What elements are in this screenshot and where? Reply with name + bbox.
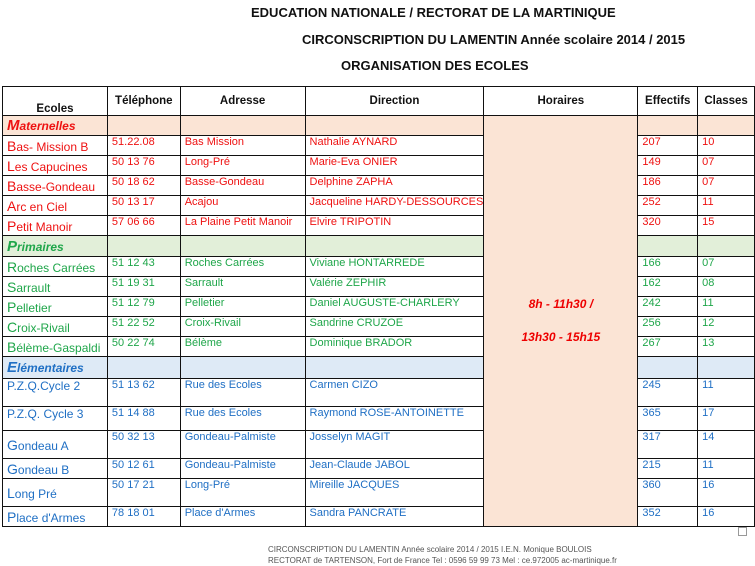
director-cell: Marie-Eva ONIER — [305, 156, 484, 176]
section-row-primaires — [3, 236, 755, 257]
director-cell: Valérie ZEPHIR — [305, 277, 484, 297]
classes-cell: 11 — [698, 459, 755, 479]
director-cell: Sandrine CRUZOE — [305, 317, 484, 337]
phone-cell: 50 18 62 — [107, 176, 180, 196]
director-cell: Sandra PANCRATE — [305, 507, 484, 527]
school-cell: Long Pré — [3, 479, 108, 507]
section-cell — [180, 357, 305, 379]
director-cell: Elvire TRIPOTIN — [305, 216, 484, 236]
director-cell: Carmen CIZO — [305, 379, 484, 407]
address-cell: Roches Carrées — [180, 257, 305, 277]
effectifs-cell: 242 — [638, 297, 698, 317]
column-header-6: Classes — [698, 87, 755, 116]
address-cell: Gondeau-Palmiste — [180, 459, 305, 479]
school-cell: Croix-Rivail — [3, 317, 108, 337]
table-row — [3, 216, 755, 236]
phone-cell: 51 13 62 — [107, 379, 180, 407]
classes-cell: 16 — [698, 479, 755, 507]
effectifs-cell: 256 — [638, 317, 698, 337]
phone-cell: 51 14 88 — [107, 407, 180, 431]
table-resize-handle[interactable] — [738, 527, 747, 536]
table-row — [3, 156, 755, 176]
effectifs-cell: 215 — [638, 459, 698, 479]
column-header-2: Adresse — [180, 87, 305, 116]
address-cell: Rue des Ecoles — [180, 407, 305, 431]
table-row — [3, 277, 755, 297]
section-title: Primaires — [3, 236, 108, 257]
classes-cell: 11 — [698, 196, 755, 216]
section-cell — [107, 116, 180, 136]
table-row — [3, 507, 755, 527]
effectifs-cell: 166 — [638, 257, 698, 277]
header-line2: CIRCONSCRIPTION DU LAMENTIN Année scolaire 2014 / 2015 — [302, 32, 686, 47]
phone-cell: 50 17 21 — [107, 479, 180, 507]
phone-cell: 51.22.08 — [107, 136, 180, 156]
table-row — [3, 379, 755, 407]
classes-cell: 08 — [698, 277, 755, 297]
table-row — [3, 176, 755, 196]
director-cell: Jacqueline HARDY-DESSOURCES — [305, 196, 484, 216]
section-cell — [305, 236, 484, 257]
column-header-1: Téléphone — [107, 87, 180, 116]
section-title: Elémentaires — [3, 357, 108, 379]
effectifs-cell: 162 — [638, 277, 698, 297]
table-row — [3, 297, 755, 317]
classes-cell: 10 — [698, 136, 755, 156]
schools-table — [2, 86, 755, 527]
address-cell: Croix-Rivail — [180, 317, 305, 337]
school-cell: P.Z.Q.Cycle 2 — [3, 379, 108, 407]
classes-cell: 17 — [698, 407, 755, 431]
phone-cell: 51 19 31 — [107, 277, 180, 297]
address-cell: Place d'Armes — [180, 507, 305, 527]
classes-cell: 07 — [698, 156, 755, 176]
address-cell: Acajou — [180, 196, 305, 216]
school-cell: Gondeau B — [3, 459, 108, 479]
school-cell: Pelletier — [3, 297, 108, 317]
column-header-4: Horaires — [484, 87, 638, 116]
address-cell: Long-Pré — [180, 479, 305, 507]
table-row — [3, 407, 755, 431]
address-cell: Long-Pré — [180, 156, 305, 176]
school-cell: Arc en Ciel — [3, 196, 108, 216]
section-cell — [180, 116, 305, 136]
address-cell: Gondeau-Palmiste — [180, 431, 305, 459]
director-cell: Raymond ROSE-ANTOINETTE — [305, 407, 484, 431]
school-cell: Petit Manoir — [3, 216, 108, 236]
phone-cell: 57 06 66 — [107, 216, 180, 236]
effectifs-cell: 365 — [638, 407, 698, 431]
phone-cell: 51 12 79 — [107, 297, 180, 317]
classes-cell: 16 — [698, 507, 755, 527]
section-cell — [638, 116, 698, 136]
phone-cell: 50 12 61 — [107, 459, 180, 479]
section-cell — [638, 236, 698, 257]
director-cell: Jean-Claude JABOL — [305, 459, 484, 479]
section-cell — [305, 116, 484, 136]
table-row — [3, 196, 755, 216]
phone-cell: 50 32 13 — [107, 431, 180, 459]
classes-cell: 13 — [698, 337, 755, 357]
director-cell: Daniel AUGUSTE-CHARLERY — [305, 297, 484, 317]
director-cell: Mireille JACQUES — [305, 479, 484, 507]
phone-cell: 50 13 17 — [107, 196, 180, 216]
classes-cell: 11 — [698, 297, 755, 317]
address-cell: Bélème — [180, 337, 305, 357]
column-header-3: Direction — [305, 87, 484, 116]
address-cell: Sarrault — [180, 277, 305, 297]
header-row — [3, 87, 755, 116]
effectifs-cell: 207 — [638, 136, 698, 156]
footer-line2: RECTORAT de TARTENSON, Fort de France Tel : 0596 59 99 73 Mel : ce.972005 ac-martinique.fr — [268, 556, 617, 565]
address-cell: Bas Mission — [180, 136, 305, 156]
section-cell — [305, 357, 484, 379]
effectifs-cell: 320 — [638, 216, 698, 236]
table-row — [3, 459, 755, 479]
section-cell — [638, 357, 698, 379]
page-title: ORGANISATION DES ECOLES — [341, 58, 529, 73]
footer-line1: CIRCONSCRIPTION DU LAMENTIN Année scolaire 2014 / 2015 I.E.N. Monique BOULOIS — [268, 545, 592, 554]
director-cell: Viviane HONTARREDE — [305, 257, 484, 277]
phone-cell: 50 22 74 — [107, 337, 180, 357]
address-cell: Rue des Ecoles — [180, 379, 305, 407]
section-cell — [698, 236, 755, 257]
table-row — [3, 136, 755, 156]
effectifs-cell: 267 — [638, 337, 698, 357]
classes-cell: 15 — [698, 216, 755, 236]
phone-cell: 51 22 52 — [107, 317, 180, 337]
effectifs-cell: 252 — [638, 196, 698, 216]
school-cell: Sarrault — [3, 277, 108, 297]
phone-cell: 51 12 43 — [107, 257, 180, 277]
classes-cell: 07 — [698, 257, 755, 277]
school-cell: Gondeau A — [3, 431, 108, 459]
effectifs-cell: 352 — [638, 507, 698, 527]
section-row-elémentaires — [3, 357, 755, 379]
school-cell: Les Capucines — [3, 156, 108, 176]
section-row-maternelles — [3, 116, 755, 136]
section-cell — [698, 357, 755, 379]
school-cell: Place d'Armes — [3, 507, 108, 527]
horaires-cell — [484, 116, 638, 527]
director-cell: Josselyn MAGIT — [305, 431, 484, 459]
table-row — [3, 431, 755, 459]
address-cell: Pelletier — [180, 297, 305, 317]
address-cell: Basse-Gondeau — [180, 176, 305, 196]
director-cell: Delphine ZAPHA — [305, 176, 484, 196]
school-cell: Bas- Mission B — [3, 136, 108, 156]
horaires-afternoon: 13h30 - 15h15 — [521, 330, 601, 344]
classes-cell: 11 — [698, 379, 755, 407]
table-row — [3, 317, 755, 337]
column-header-5: Effectifs — [638, 87, 698, 116]
school-cell: Basse-Gondeau — [3, 176, 108, 196]
table-row — [3, 337, 755, 357]
section-cell — [698, 116, 755, 136]
effectifs-cell: 245 — [638, 379, 698, 407]
section-cell — [107, 357, 180, 379]
classes-cell: 12 — [698, 317, 755, 337]
school-cell: Bélème-Gaspaldi — [3, 337, 108, 357]
phone-cell: 50 13 76 — [107, 156, 180, 176]
section-cell — [180, 236, 305, 257]
school-cell: P.Z.Q. Cycle 3 — [3, 407, 108, 431]
table-row — [3, 257, 755, 277]
effectifs-cell: 186 — [638, 176, 698, 196]
column-header-0: Ecoles — [3, 87, 108, 116]
table-row — [3, 479, 755, 507]
horaires-morning: 8h - 11h30 / — [528, 297, 594, 311]
header-line1: EDUCATION NATIONALE / RECTORAT DE LA MARTINIQUE — [251, 5, 616, 20]
section-title: Maternelles — [3, 116, 108, 136]
effectifs-cell: 360 — [638, 479, 698, 507]
director-cell: Dominique BRADOR — [305, 337, 484, 357]
classes-cell: 14 — [698, 431, 755, 459]
classes-cell: 07 — [698, 176, 755, 196]
effectifs-cell: 317 — [638, 431, 698, 459]
phone-cell: 78 18 01 — [107, 507, 180, 527]
school-cell: Roches Carrées — [3, 257, 108, 277]
address-cell: La Plaine Petit Manoir — [180, 216, 305, 236]
effectifs-cell: 149 — [638, 156, 698, 176]
section-cell — [107, 236, 180, 257]
director-cell: Nathalie AYNARD — [305, 136, 484, 156]
